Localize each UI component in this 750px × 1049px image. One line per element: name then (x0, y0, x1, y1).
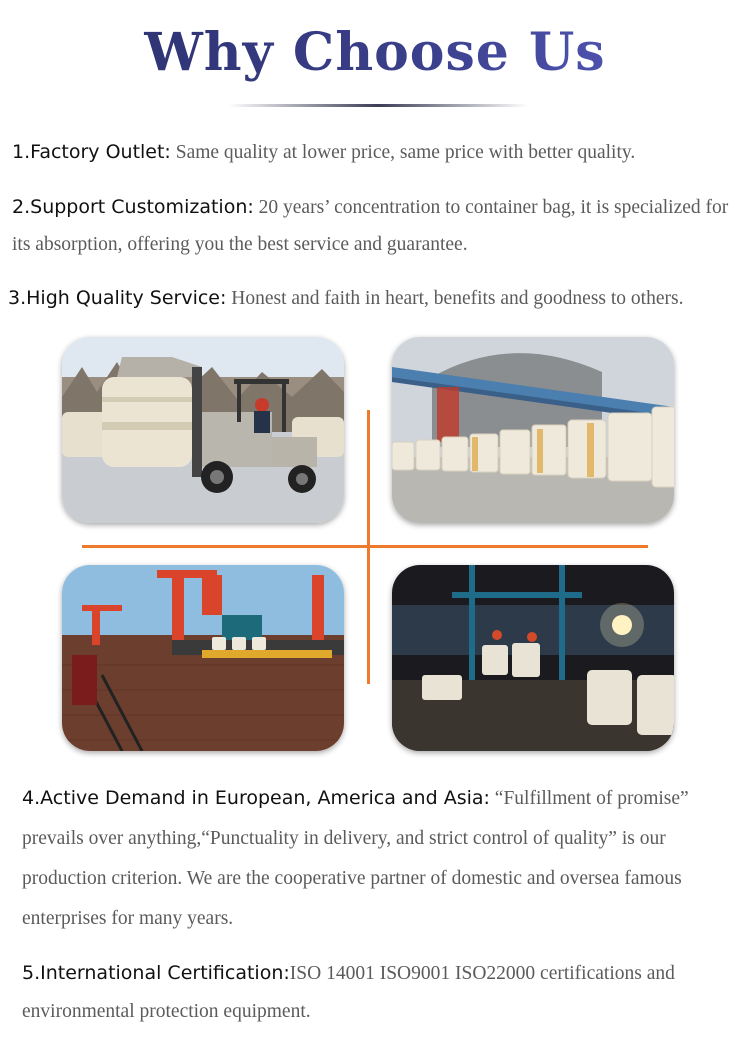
point-factory-outlet (12, 134, 635, 171)
point-certification (22, 954, 746, 1031)
warehouse-bags-photo (392, 337, 674, 523)
divider-horizontal (82, 545, 648, 548)
point-quality-service (8, 280, 683, 317)
point-text: “Fulfillment of promise” prevails over anything,“Punctuality in delivery, and strict control of quality” is our production criterion. We are the cooperative partner of domestic and oversea famous enterprises for many years. (22, 788, 689, 929)
point-label: 1.Factory Outlet: (12, 141, 171, 163)
point-active-demand (22, 778, 742, 939)
point-label: 4.Active Demand in European, America and Asia: (22, 787, 490, 809)
point-label: 2.Support Customization: (12, 196, 254, 218)
night-loading-photo (392, 565, 674, 751)
divider-vertical (367, 410, 370, 684)
point-label: 3.High Quality Service: (8, 287, 227, 309)
point-text: Same quality at lower price, same price with better quality. (170, 142, 636, 163)
forklift-photo (62, 337, 344, 523)
page-title: Why Choose Us (0, 22, 750, 83)
point-text: Honest and faith in heart, benefits and goodness to others. (226, 288, 684, 309)
port-cranes-photo (62, 565, 344, 751)
point-text: 20 years’ concentration to container bag, it is specialized for its absorption, offering you the best service and guarantee. (12, 197, 729, 255)
point-label: 5.International Certification: (22, 962, 290, 984)
point-text: ISO 14001 ISO9001 ISO22000 certifications and environmental protection equipment. (22, 963, 675, 1022)
point-customization (12, 189, 742, 263)
title-underline (228, 104, 528, 107)
